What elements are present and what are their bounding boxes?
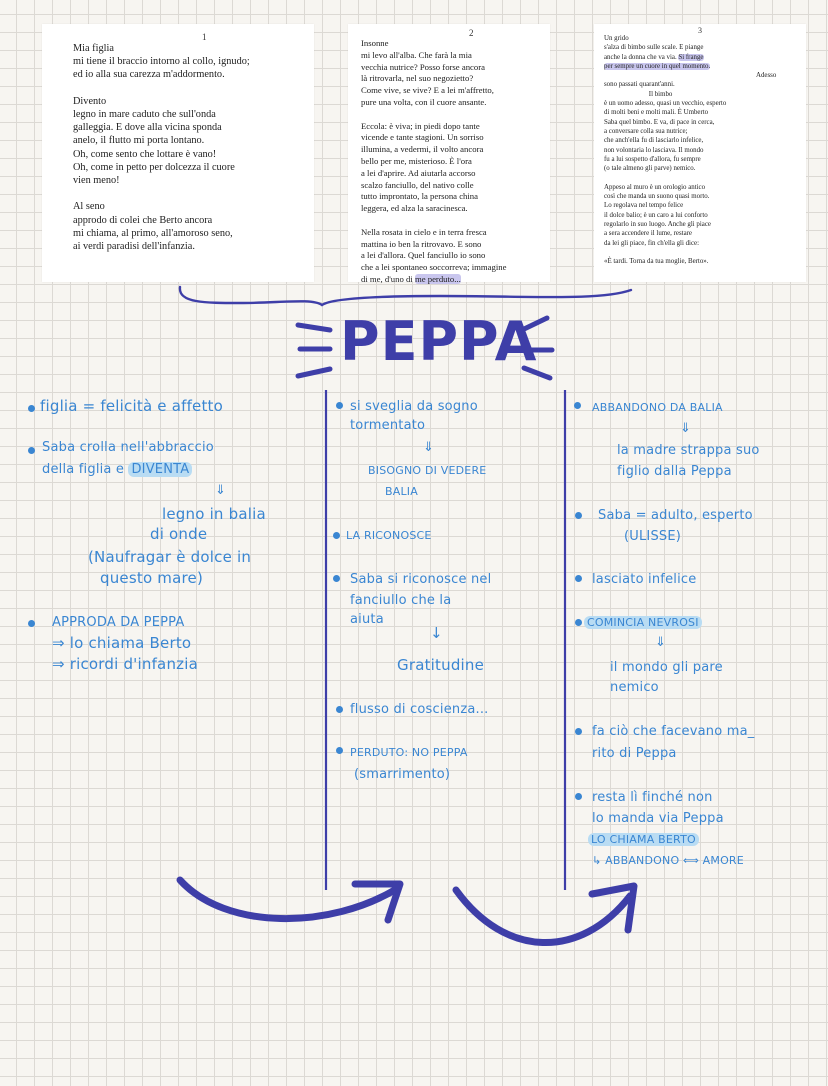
note-text: di onde: [150, 525, 208, 543]
down-arrow: ↓: [430, 624, 443, 642]
note-col2-b1: si sveglia da sogno: [350, 399, 478, 414]
bullet: [575, 512, 582, 519]
title-dash: [298, 325, 330, 330]
bullet: [574, 402, 581, 409]
note-col1-b2: [42, 460, 192, 479]
bullet: [575, 793, 582, 800]
note-text: il mondo gli pare: [610, 660, 723, 675]
note-text: ⇒ lo chiama Berto: [52, 634, 192, 652]
note-col3-b1: ABBANDONO DA BALIA: [592, 401, 723, 414]
note-text: nemico: [610, 680, 659, 695]
poem-text: Mia figlia mi tiene il braccio intorno al collo, ignudo; ed io alla sua carezza m'addormento. Divento legno in mare caduto che sull'onda galleggia. E dove alla vicina sponda anelo, il flutto mi porta lontano. Oh, come sento che lottare è vano! Oh, come in petto per dolcezza il cuore vien meno! Al seno approdo di colei che Berto ancora mi chiama, al primo, all'amoroso seno, ai verdi paradisi dell'infanzia.: [73, 43, 250, 253]
down-arrow: ⇓: [423, 440, 435, 455]
note-col2-b2: LA RICONOSCE: [346, 529, 432, 542]
note-col3-b6: resta lì finché non: [592, 790, 713, 805]
note-col1-b2: Saba crolla nell'abbraccio: [42, 440, 214, 455]
page-number: 1: [202, 32, 207, 42]
note-text: ↳ ABBANDONO ⟺ AMORE: [592, 854, 744, 867]
curly-brace: [180, 287, 631, 305]
note-col2-b4: flusso di coscienza...: [350, 702, 489, 717]
note-text: tormentato: [350, 418, 426, 433]
down-arrow: ⇓: [655, 635, 667, 650]
poem-line: Adesso: [756, 72, 777, 80]
bullet: [336, 706, 343, 713]
note-text: rito di Peppa: [592, 746, 677, 761]
note-col3-b5: fa ciò che facevano ma_: [592, 724, 755, 739]
note-text: legno in balia: [162, 505, 266, 523]
note-text: la madre strappa suo: [617, 443, 760, 458]
note-text: (Naufragar è dolce in: [88, 548, 252, 566]
note-text: aiuta: [350, 612, 384, 627]
poem-line: anche la donna che va via.: [604, 53, 679, 61]
note-text: fanciullo che la: [350, 593, 452, 608]
down-arrow: ⇓: [680, 421, 692, 436]
note-highlight: COMINCIA NEVROSI: [584, 616, 702, 629]
note-text: BALIA: [385, 485, 418, 498]
title-dash: [298, 369, 330, 376]
note-col3-b3: lasciato infelice: [592, 572, 697, 587]
poem-line: Un grido: [604, 35, 629, 42]
down-arrow: ⇓: [215, 483, 227, 498]
note-text: questo mare): [100, 569, 204, 587]
bullet: [28, 447, 35, 454]
note-text: lo manda via Peppa: [592, 811, 724, 826]
poem-text-highlight: per sempre un cuore in quel momento.: [604, 62, 711, 70]
note-text: (smarrimento): [354, 767, 451, 782]
note-col3-b6-hl: [588, 831, 699, 848]
note-col2-b3: Saba si riconosce nel: [350, 572, 492, 587]
note-highlight: LO CHIAMA BERTO: [588, 833, 699, 846]
bullet: [575, 575, 582, 582]
note-text: della figlia e: [42, 462, 129, 477]
page-number: 3: [698, 26, 702, 35]
curved-arrow: [456, 890, 630, 943]
bullet: [333, 532, 340, 539]
page-number: 2: [469, 28, 474, 38]
bullet: [575, 728, 582, 735]
bullet: [333, 575, 340, 582]
poem-text-highlight: me perduto...: [414, 273, 461, 284]
note-col3-b2: Saba = adulto, esperto: [598, 508, 753, 523]
note-col3-b4: [584, 614, 702, 631]
bullet: [28, 405, 35, 412]
bullet: [336, 402, 343, 409]
note-title: PEPPA: [340, 310, 538, 373]
bullet: [336, 747, 343, 754]
poem-line: s'alza di bimbo sulle scale. E piange: [604, 44, 704, 52]
note-col2-b5: PERDUTO: NO PEPPA: [350, 746, 468, 759]
note-text: Gratitudine: [397, 656, 485, 674]
bullet: [575, 619, 582, 626]
note-col1-b1: figlia = felicità e affetto: [40, 397, 224, 415]
poem-text-rest: sono passati quarant'anni. Il bimbo è un uomo adesso, quasi un vecchio, esperto di molti beni e molti mali. È Umberto Saba quel bimbo. E va, di pace in cerca, a conversare colla sua nutrice; che anch'ella fu di lasciarlo infelice, non volontaria lo lasciava. Il mondo fu a lui sospetto d'allora, fu sempre (o tale almeno gli parve) nemico. Appeso al muro è un orologio antico così che manda un suono quasi morto. Lo regolava nel tempo felice il dolce balio; è un caro a lui conforto regolarlo in suo luogo. Anche gli piace a sera accendere il lume, restare da lei gli piace, fin ch'ella gli dice: «È tardi. Torna da tua moglie, Berto».: [604, 81, 727, 266]
note-text: figlio dalla Peppa: [617, 464, 732, 479]
poem-text-highlight: Si frange: [678, 53, 704, 61]
note-highlight: DIVENTA: [128, 462, 192, 477]
note-text: BISOGNO DI VEDERE: [368, 464, 487, 477]
note-text: (ULISSE): [624, 529, 682, 544]
note-col1-b3: APPRODA DA PEPPA: [52, 615, 185, 630]
poem-text-plain: Insonne mi levo all'alba. Che farà la mia vecchia nutrice? Posso forse ancora là ritrovarla, nel suo negozietto? Come vive, se vive? E a lei m'affretto, pure una volta, con il cuore ansante. Eccola: è viva; in piedi dopo tante vicende e tante stagioni. Un sorriso illumina, a vedermi, il volto ancora bello per me, misterioso. È l'ora a lei d'aprire. Ad aiutarla accorso scalzo fanciullo, del nativo colle tutto improntato, la persona china leggera, ed alza la saracinesca. Nella rosata in cielo e in terra fresca mattina io ben la ritrovavo. E sono a lei d'allora. Quel fanciullo io sono che a lei spontaneo soccorreva; immagine di me, d'uno di: [361, 38, 507, 284]
bullet: [28, 620, 35, 627]
note-text: ⇒ ricordi d'infanzia: [52, 655, 198, 673]
